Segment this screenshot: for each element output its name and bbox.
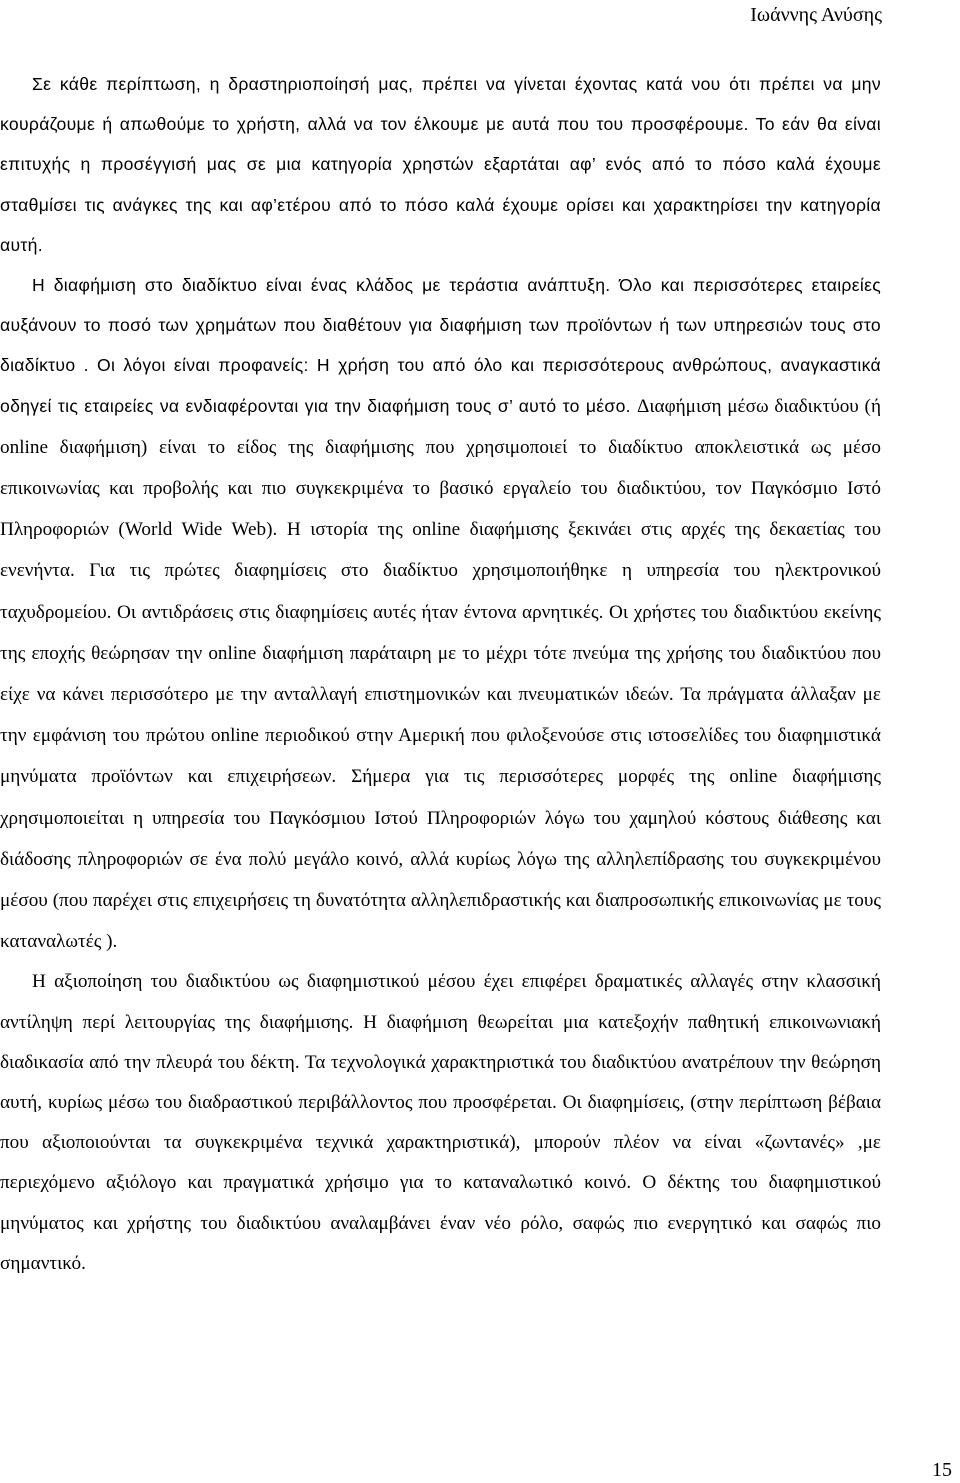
paragraph-2-text-serif: Διαφήμιση μέσω διαδικτύου (ή online διαφήμιση) είναι το είδος της διαφήμισης που χρησιμοποιεί το διαδίκτυο αποκλειστικά ως μέσο επικοινωνίας και προβολής και πιο συγκεκριμένα το βασικό εργαλείο του διαδικτύου, τον Παγκόσμιο Ιστό Πληροφοριών (World Wide Web). Η ιστορία της online διαφήμισης ξεκινάει στις αρχές της δεκαετίας του ενενήντα. Για τις πρώτες διαφημίσεις στο διαδίκτυο χρησιμοποιήθηκε η υπηρεσία του ηλεκτρονικού ταχυδρομείου. Οι αντιδράσεις στις διαφημίσεις αυτές ήταν έντονα αρνητικές. Οι χρήστες του διαδικτύου εκείνης της εποχής θεώρησαν την online διαφήμιση παράταιρη με το μέχρι τότε πνεύμα της χρήσης του διαδικτύου που είχε να κάνει περισσότερο με την ανταλλαγή επιστημονικών και πνευματικών ιδεών. Τα πράγματα άλλαξαν με την εμφάνιση του πρώτου online περιοδικού στην Αμερική που φιλοξενούσε στις ιστοσελίδες του διαφημιστικά μηνύματα προϊόντων και επιχειρήσεων. Σήμερα για τις περισσότερες μορφές της online διαφήμισης χρησιμοποιείται η υπηρεσία του Παγκόσμιου Ιστού Πληροφοριών λόγω του χαμηλού κόστους διάθεσης και διάδοσης πληροφοριών σε ένα πολύ μεγάλο κοινό, αλλά κυρίως λόγω της αλληλεπίδρασης του συγκεκριμένου μέσου (που παρέχει στις επιχειρήσεις τη δυνατότητα αλληλεπιδραστικής και διαπροσωπικής επικοινωνίας με τους καταναλωτές ). <box>0 395 881 953</box>
paragraph-2-text-sans: Η διαφήμιση στο διαδίκτυο είναι ένας κλάδος με τεράστια ανάπτυξη. Όλο και περισσότερες εταιρείες αυξάνουν το ποσό των χρημάτων που διαθέτουν για διαφήμιση των προϊόντων ή των υπηρεσιών τους στο διαδίκτυο . Οι λόγοι είναι προφανείς: Η χρήση του από όλο και περισσότερους ανθρώπους, αναγκαστικά οδηγεί τις εταιρείες να ενδιαφέρονται για την διαφήμιση τους σ’ αυτό το μέσο. <box>0 275 881 416</box>
paragraph-3-text: Η αξιοποίηση του διαδικτύου ως διαφημιστικού μέσου έχει επιφέρει δραματικές αλλαγές στην κλασσική αντίληψη περί λειτουργίας της διαφήμισης. Η διαφήμιση θεωρείται μια κατεξοχήν παθητική επικοινωνιακή διαδικασία από την πλευρά του δέκτη. Τα τεχνολογικά χαρακτηριστικά του διαδικτύου ανατρέπουν την θεώρηση αυτή, κυρίως μέσω του διαδραστικού περιβάλλοντος που προσφέρεται. Οι διαφημίσεις, (στην περίπτωση βέβαια που αξιοποιούνται τα συγκεκριμένα τεχνικά χαρακτηριστικά), μπορούν πλέον να είναι «ζωντανές» ,με περιεχόμενο αξιόλογο και πραγματικά χρήσιμο για το καταναλωτικό κοινό. Ο δέκτης του διαφημιστικού μηνύματος και χρήστης του διαδικτύου αναλαμβάνει έναν νέο ρόλο, σαφώς πιο ενεργητικό και σαφώς πιο σημαντικό. <box>0 971 881 1274</box>
paragraph-3 <box>0 962 881 1284</box>
document-body <box>0 64 881 1284</box>
paragraph-1-text: Σε κάθε περίπτωση, η δραστηριοποίησή μας, πρέπει να γίνεται έχοντας κατά νου ότι πρέπει να μην κουράζουμε ή απωθούμε το χρήστη, αλλά να τον έλκουμε με αυτά που του προσφέρουμε. Το εάν θα είναι επιτυχής η προσέγγισή μας σε μια κατηγορία χρηστών εξαρτάται αφ’ ενός από το πόσο καλά έχουμε σταθμίσει τις ανάγκες της και αφ’ετέρου από το πόσο καλά έχουμε ορίσει και χαρακτηρίσει την κατηγορία αυτή. <box>0 74 881 255</box>
paragraph-2 <box>0 265 881 962</box>
page-number: 15 <box>932 1459 952 1481</box>
paragraph-1 <box>0 64 881 265</box>
page-header-author: Ιωάννης Ανύσης <box>750 4 882 26</box>
